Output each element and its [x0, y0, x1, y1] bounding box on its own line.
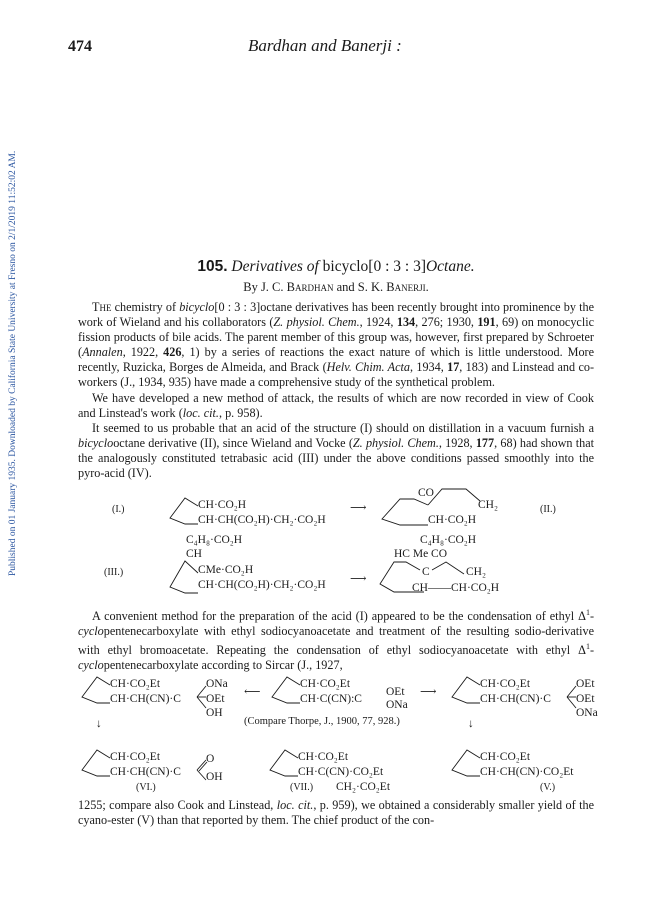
- III-c4: C₄H₈·CO₂H: [186, 534, 243, 546]
- byline-and: and S. K.: [336, 280, 384, 294]
- A-oh: OH: [206, 707, 223, 719]
- down-arrow-A: ↓: [96, 718, 102, 730]
- article-title: [0, 258, 672, 276]
- II-co: CO: [418, 487, 434, 499]
- cyclopentane-ring-VI: [80, 750, 114, 776]
- arrow-III-IV: ⟶: [350, 573, 367, 585]
- VII-top: CH·CO₂Et: [298, 751, 349, 763]
- III-ch: CH: [186, 548, 202, 560]
- I-bottom: CH·CH(CO₂H)·CH₂·CO₂H: [198, 514, 326, 526]
- title-part-1: Derivatives of: [231, 258, 319, 275]
- cyclopentane-ring-I: [168, 498, 202, 524]
- A-ona: ONa: [206, 678, 228, 690]
- IV-c4: C₄H₈·CO₂H: [420, 534, 477, 546]
- C-oet-2: OEt: [576, 693, 595, 705]
- cyclopentane-ring-VII: [268, 750, 302, 776]
- label-I: (I.): [112, 504, 125, 515]
- label-VII: (VII.): [290, 782, 314, 793]
- down-arrow-C: ↓: [468, 718, 474, 730]
- II-bottom: CH·CO₂H: [428, 514, 477, 526]
- body-text-3: [78, 798, 594, 828]
- arrow-I-II: ⟶: [350, 502, 367, 514]
- label-VI: (VI.): [136, 782, 156, 793]
- A-top: CH·CO₂Et: [110, 678, 161, 690]
- I-top: CH·CO₂H: [198, 499, 247, 511]
- VII-mid: CH·C(CN)·CO₂Et: [298, 766, 384, 778]
- B-top: CH·CO₂Et: [300, 678, 351, 690]
- B-ona: ONa: [386, 699, 408, 711]
- paragraph-3: It seemed to us probable that an acid of the structure (I) should on distillation in a vacuum furnish a bicyclooctane derivative (II), since Wieland and Vocke (Z. physiol. Chem., 1928, 177, 68) had shown that the analogously constituted tetrabasic acid (III) under the above conditions passed smoothly into the pyro-acid (IV).: [78, 420, 595, 481]
- running-title: Bardhan and Banerji :: [248, 36, 402, 55]
- VI-oh: OH: [206, 771, 223, 783]
- cyclopentane-ring-III: [168, 561, 202, 595]
- author-2: Banerji.: [386, 280, 429, 294]
- C-bottom: CH·CH(CN)·C: [480, 693, 551, 705]
- label-V: (V.): [540, 782, 556, 793]
- C-oet-1: OEt: [576, 678, 595, 690]
- body-text-1: [78, 300, 594, 481]
- II-top: CH₂: [478, 499, 498, 511]
- paragraph-2: We have developed a new method of attack, the results of which are now recorded in view of Cook and Linstead's work (loc. cit., p. 958).: [78, 390, 594, 420]
- download-notice: Published on 01 January 1935. Downloaded by California State University at Fresno on 2/1/2019 11:52:02 AM.: [8, 150, 18, 576]
- body-text-2: [78, 605, 594, 674]
- VII-bottom: CH₂·CO₂Et: [336, 781, 391, 793]
- paragraph-5: 1255; compare also Cook and Linstead, loc. cit., p. 959), we obtained a considerably smaller yield of the cyano-ester (V) than that reported by them. The chief product of the con-: [78, 798, 594, 828]
- IV-bottom: CH——CH·CO₂H: [412, 582, 500, 594]
- V-top: CH·CO₂Et: [480, 751, 531, 763]
- C-ona: ONa: [576, 707, 598, 719]
- byline-by: By J. C.: [243, 280, 284, 294]
- author-1: Bardhan: [286, 280, 334, 294]
- byline: [0, 280, 672, 295]
- paragraph-1: The chemistry of bicyclo[0 : 3 : 3]octane derivatives has been recently brought into prominence by the work of Wieland and his collaborators (Z. physiol. Chem., 1924, 134, 276; 1930, 191, 69) on monocyclic fission products of bile acids. The parent member of this group was, however, first prepared by Schroeter (Annalen, 1922, 426, 1) by a series of reactions the exact nature of which is little understood. More recently, Ruzicka, Borges de Almeida, and Brack (Helv. Chim. Acta, 1934, 17, 183) and Linstead and co-workers (J., 1934, 935) have made a comprehensive study of the synthetical problem.: [78, 300, 595, 390]
- A-bottom: CH·CH(CN)·C: [110, 693, 181, 705]
- label-III: (III.): [104, 567, 124, 578]
- C-top: CH·CO₂Et: [480, 678, 531, 690]
- article-number: 105.: [197, 258, 228, 275]
- V-bottom: CH·CH(CN)·CO₂Et: [480, 766, 574, 778]
- VI-bottom: CH·CH(CN)·C: [110, 766, 181, 778]
- cyclopentane-ring-V: [450, 750, 484, 776]
- A-bonds: [196, 684, 208, 710]
- IV-hc: HC Me CO: [394, 548, 448, 560]
- paragraph-4: A convenient method for the preparation of the acid (I) appeared to be the condensation of ethyl $\Delta^1$-cyclopentenecarboxylate with ethyl sodiocyanoacetate and treatment of the resulting sodio-derivative with ethyl bromoacetate. Repeating the condensation of ethyl sodiocyanoacetate with ethyl $\Delta^1$-cyclopentenecarboxylate according to Sircar (J., 1927,: [78, 608, 594, 673]
- title-part-3: Octane.: [425, 258, 475, 275]
- B-oet: OEt: [386, 686, 405, 698]
- B-bottom: CH·C(CN):C: [300, 693, 362, 705]
- IV-c: C: [422, 566, 430, 578]
- A-oet: OEt: [206, 693, 225, 705]
- VI-top: CH·CO₂Et: [110, 751, 161, 763]
- cyclopentane-ring-A: [80, 677, 114, 703]
- label-II: (II.): [540, 504, 556, 515]
- cyclopentane-ring-B: [270, 677, 304, 703]
- III-mid: CMe·CO₂H: [198, 564, 254, 576]
- cyclopentane-ring-C: [450, 677, 484, 703]
- compare-thorpe: (Compare Thorpe, J., 1900, 77, 928.): [244, 716, 400, 727]
- page-number: 474: [68, 38, 92, 55]
- arrow-B-A: ⟵: [244, 686, 261, 698]
- IV-top: CH₂: [466, 566, 486, 578]
- arrow-B-C: ⟶: [420, 686, 437, 698]
- VI-o: O: [206, 753, 215, 765]
- title-part-2: bicyclo[0 : 3 : 3]: [322, 258, 426, 275]
- III-bottom: CH·CH(CO₂H)·CH₂·CO₂H: [198, 579, 326, 591]
